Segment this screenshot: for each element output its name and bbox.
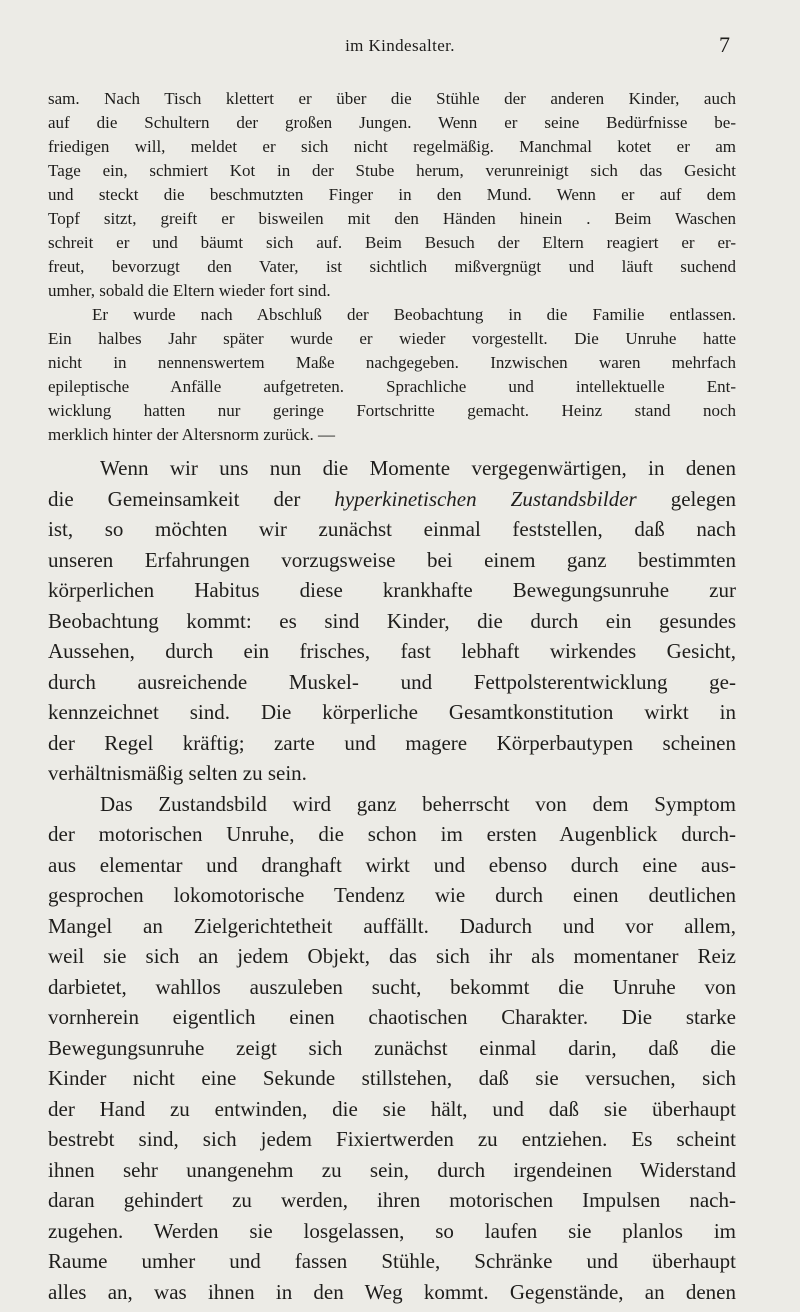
text-line: vornherein eigentlich einen chaotischen Charakter. Die starke	[48, 1005, 736, 1029]
text-line: merklich hinter der Altersnorm zurück. —	[48, 425, 336, 444]
text-line: Er wurde nach Abschluß der Beobachtung in die Familie entlassen.	[92, 305, 736, 324]
main-paragraph-2	[48, 789, 736, 1308]
text-line: aus elementar und dranghaft wirkt und ebenso durch eine aus-	[48, 852, 736, 877]
text-line: durch ausreichende Muskel- und Fettpolsterentwicklung ge-	[48, 669, 736, 694]
text-line: der Regel kräftig; zarte und magere Körperbautypen scheinen	[48, 730, 736, 755]
text-line: wicklung hatten nur geringe Fortschritte gemacht. Heinz stand noch	[48, 401, 736, 420]
case-report-paragraph-2	[48, 303, 736, 447]
text-line: alles an, was ihnen in den Weg kommt. Gegenstände, an denen	[48, 1279, 736, 1304]
text-line: Topf sitzt, greift er bisweilen mit den Händen hinein . Beim Waschen	[48, 209, 736, 228]
text-line: der motorischen Unruhe, die schon im ersten Augenblick durch-	[48, 822, 736, 846]
text-line: kennzeichnet sind. Die körperliche Gesamtkonstitution wirkt in	[48, 700, 736, 724]
text-line: Wenn wir uns nun die Momente vergegenwärtigen, in denen	[100, 456, 736, 480]
case-report-text	[48, 87, 736, 447]
text-line: daran gehindert zu werden, ihren motorischen Impulsen nach-	[48, 1188, 736, 1212]
page-header	[0, 32, 800, 60]
text-line: verhältnismäßig selten zu sein.	[48, 761, 307, 785]
text-line: ihnen sehr unangenehm zu sein, durch irgendeinen Widerstand	[48, 1157, 736, 1182]
running-head: im Kindesalter.	[345, 36, 455, 55]
text-line: auf die Schultern der großen Jungen. Wenn er seine Bedürfnisse be-	[48, 113, 736, 132]
main-text	[48, 453, 736, 1307]
text-line: epileptische Anfälle aufgetreten. Sprachliche und intellektuelle Ent-	[48, 377, 736, 396]
text-line: Bewegungsunruhe zeigt sich zunächst einmal darin, daß die	[48, 1035, 736, 1060]
text-line: schreit er und bäumt sich auf. Beim Besuch der Eltern reagiert er er-	[48, 233, 736, 252]
text-line: ist, so möchten wir zunächst einmal feststellen, daß nach	[48, 517, 736, 541]
text-line: unseren Erfahrungen vorzugsweise bei einem ganz bestimmten	[48, 547, 736, 572]
text-line: bestrebt sind, sich jedem Fixiertwerden zu entziehen. Es scheint	[48, 1127, 736, 1151]
text-line: freut, bevorzugt den Vater, ist sichtlich mißvergnügt und läuft suchend	[48, 257, 736, 276]
case-report-paragraph-1	[48, 87, 736, 303]
text-line: Ein halbes Jahr später wurde er wieder vorgestellt. Die Unruhe hatte	[48, 329, 736, 348]
text-line: umher, sobald die Eltern wieder fort sind.	[48, 281, 331, 300]
text-line: Das Zustandsbild wird ganz beherrscht von dem Symptom	[100, 791, 736, 816]
text-line: zugehen. Werden sie losgelassen, so laufen sie planlos im	[48, 1218, 736, 1243]
text-line: und steckt die beschmutzten Finger in den Mund. Wenn er auf dem	[48, 185, 736, 204]
emphasized-term: hyperkinetischen Zustandsbilder	[334, 486, 637, 511]
text-line: friedigen will, meldet er sich nicht regelmäßig. Manchmal kotet er am	[48, 137, 736, 156]
text-line: körperlichen Habitus diese krankhafte Bewegungsunruhe zur	[48, 578, 736, 602]
text-line: der Hand zu entwinden, die sie hält, und daß sie überhaupt	[48, 1096, 736, 1121]
text-line: Kinder nicht eine Sekunde stillstehen, daß sie versuchen, sich	[48, 1066, 736, 1090]
text-line: Raume umher und fassen Stühle, Schränke und überhaupt	[48, 1249, 736, 1273]
text-line: nicht in nennenswertem Maße nachgegeben. Inzwischen waren mehrfach	[48, 353, 736, 372]
main-paragraph-1	[48, 453, 736, 789]
text-line: sam. Nach Tisch klettert er über die Stühle der anderen Kinder, auch	[48, 89, 736, 108]
page-number: 7	[719, 32, 730, 57]
text-line-with-emphasis	[48, 484, 736, 515]
text-line: Mangel an Zielgerichtetheit auffällt. Dadurch und vor allem,	[48, 913, 736, 938]
text-segment: die Gemeinsamkeit der	[48, 486, 335, 511]
text-line: Tage ein, schmiert Kot in der Stube herum, verunreinigt sich das Gesicht	[48, 161, 736, 180]
text-line: Aussehen, durch ein frisches, fast lebhaft wirkendes Gesicht,	[48, 639, 736, 663]
text-line: weil sie sich an jedem Objekt, das sich ihr als momentaner Reiz	[48, 944, 736, 968]
text-line: Beobachtung kommt: es sind Kinder, die durch ein gesundes	[48, 608, 736, 633]
text-segment: gelegen	[636, 486, 737, 511]
text-line: darbietet, wahllos auszuleben sucht, bekommt die Unruhe von	[48, 974, 736, 999]
text-line: gesprochen lokomotorische Tendenz wie durch einen deutlichen	[48, 883, 736, 907]
